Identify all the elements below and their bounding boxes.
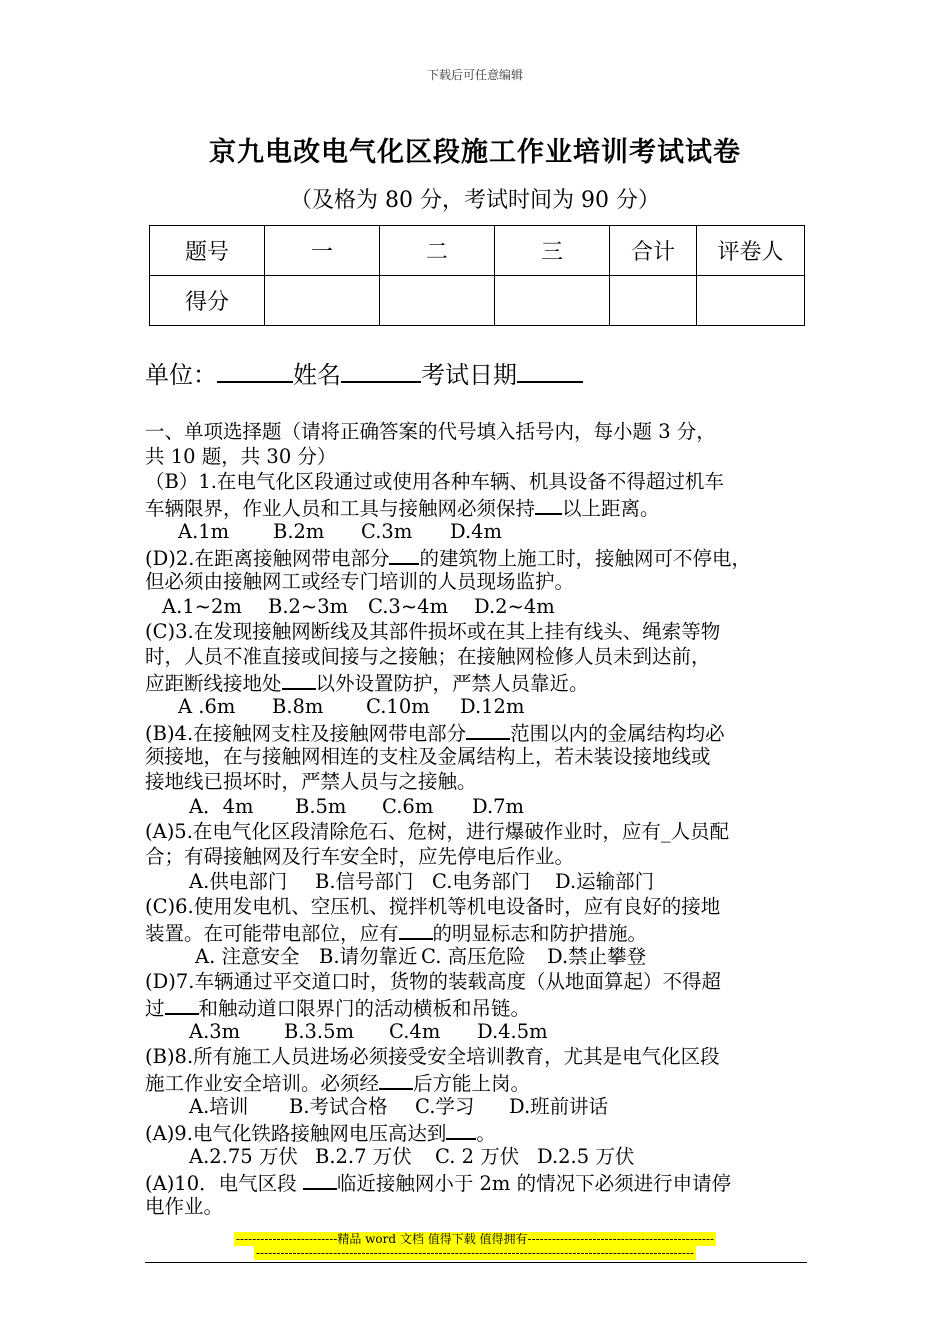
option: A.3m bbox=[189, 1020, 241, 1043]
question-text: 合；有碍接触网及行车安全时，应先停电后作业。 bbox=[145, 845, 575, 868]
option: A.1~2m bbox=[162, 595, 242, 618]
question-options bbox=[145, 944, 825, 969]
question-text: (C)3.在发现接触网断线及其部件损坏或在其上挂有线头、绳索等物 bbox=[145, 620, 721, 643]
question-options bbox=[145, 519, 825, 544]
question-text: (A)10．电气区段 临近接触网小于 2m 的情况下必须进行申请停 bbox=[145, 1169, 825, 1194]
answer-blank bbox=[389, 544, 419, 565]
question-text: 接地线已损坏时，严禁人员与之接触。 bbox=[145, 770, 477, 793]
exam-subtitle: （及格为 80 分，考试时间为 90 分） bbox=[290, 188, 660, 213]
option: C.10m bbox=[366, 695, 430, 718]
question-text: 车辆限界，作业人员和工具与接触网必须保持 以上距离。 bbox=[145, 494, 825, 519]
option: B.3.5m bbox=[284, 1020, 355, 1043]
score-cell: 得分 bbox=[150, 276, 265, 326]
option: B.信号部门 bbox=[315, 870, 414, 893]
option: A．4m bbox=[189, 795, 254, 818]
page-header-note: 下载后可任意编辑 bbox=[426, 68, 523, 82]
score-cell: 三 bbox=[495, 226, 610, 276]
option: D.4.5m bbox=[477, 1020, 548, 1043]
score-cell: 题号 bbox=[150, 226, 265, 276]
candidate-info bbox=[145, 355, 583, 390]
footer-banner-text: -------------------------精品 word 文档 值得下载 值得拥有---------------------------------------------- bbox=[235, 1232, 715, 1246]
question-text: 应距断线接地处 以外设置防护，严禁人员靠近。 bbox=[145, 669, 825, 694]
answer-blank bbox=[535, 494, 562, 515]
score-input-cell[interactable] bbox=[380, 276, 495, 326]
score-cell: 一 bbox=[265, 226, 380, 276]
option: C.3m bbox=[361, 520, 413, 543]
option: B.2~3m bbox=[268, 595, 349, 618]
unit-field[interactable] bbox=[217, 355, 293, 383]
score-table-score-row bbox=[150, 276, 805, 326]
option: C. 2 万伏 bbox=[435, 1145, 520, 1168]
question-section bbox=[145, 419, 825, 1219]
option: A .6m bbox=[178, 695, 236, 718]
option: D.12m bbox=[460, 695, 525, 718]
option: C.电务部门 bbox=[432, 870, 531, 893]
answer-blank bbox=[446, 1119, 476, 1140]
option: D.禁止攀登 bbox=[547, 945, 647, 968]
option: B.2m bbox=[273, 520, 325, 543]
footer-banner bbox=[0, 1246, 950, 1260]
score-cell: 评卷人 bbox=[697, 226, 805, 276]
question-text: 装置。在可能带电部位，应有 的明显标志和防护措施。 bbox=[145, 919, 825, 944]
option: D.7m bbox=[472, 795, 525, 818]
question-text: (B)8.所有施工人员进场必须接受安全培训教育，尤其是电气化区段 bbox=[145, 1045, 720, 1068]
name-field[interactable] bbox=[341, 355, 421, 383]
score-cell: 二 bbox=[380, 226, 495, 276]
score-cell: 合计 bbox=[610, 226, 697, 276]
question-text: (B)4.在接触网支柱及接触网带电部分 范围以内的金属结构均必 bbox=[145, 719, 825, 744]
answer-blank bbox=[466, 719, 510, 740]
footer-divider bbox=[145, 1262, 807, 1263]
name-label: 姓名 bbox=[293, 361, 341, 389]
question-options bbox=[145, 794, 825, 819]
option: D.运输部门 bbox=[555, 870, 655, 893]
option: C.6m bbox=[382, 795, 434, 818]
unit-label: 单位： bbox=[145, 361, 217, 389]
question-options bbox=[145, 694, 825, 719]
score-table bbox=[149, 225, 805, 326]
option: D.2.5 万伏 bbox=[537, 1145, 635, 1168]
option: D.班前讲话 bbox=[509, 1095, 609, 1118]
question-text: (D)2.在距离接触网带电部分 的建筑物上施工时，接触网可不停电， bbox=[145, 544, 825, 569]
question-options bbox=[145, 594, 825, 619]
option: A.1m bbox=[178, 520, 230, 543]
question-text: （B）1.在电气化区段通过或使用各种车辆、机具设备不得超过机车 bbox=[145, 470, 724, 493]
answer-blank bbox=[282, 669, 316, 690]
option: A. 注意安全 bbox=[195, 945, 300, 968]
option: B.8m bbox=[272, 695, 324, 718]
option: C. 高压危险 bbox=[421, 945, 526, 968]
question-text: (A)9.电气化铁路接触网电压高达到 。 bbox=[145, 1119, 825, 1144]
score-input-cell[interactable] bbox=[697, 276, 805, 326]
option: A.2.75 万伏 bbox=[189, 1145, 298, 1168]
answer-blank bbox=[399, 919, 433, 940]
option: A.供电部门 bbox=[189, 870, 288, 893]
score-input-cell[interactable] bbox=[610, 276, 697, 326]
question-options bbox=[145, 1094, 825, 1119]
option: D.4m bbox=[450, 520, 503, 543]
score-input-cell[interactable] bbox=[265, 276, 380, 326]
option: A.培训 bbox=[189, 1095, 249, 1118]
option: B.请勿靠近 bbox=[319, 945, 418, 968]
answer-blank bbox=[303, 1169, 337, 1190]
question-text: (A)5.在电气化区段清除危石、危树，进行爆破作业时，应有_人员配 bbox=[145, 820, 730, 843]
question-text: 须接地，在与接触网相连的支柱及金属结构上，若未装设接地线或 bbox=[145, 745, 711, 768]
question-options bbox=[145, 869, 825, 894]
option: C.学习 bbox=[415, 1095, 475, 1118]
date-field[interactable] bbox=[517, 355, 583, 383]
question-text: 电作业。 bbox=[145, 1195, 224, 1218]
question-text: (C)6.使用发电机、空压机、搅拌机等机电设备时，应有良好的接地 bbox=[145, 895, 721, 918]
option: B.考试合格 bbox=[289, 1095, 388, 1118]
option: C.3~4m bbox=[368, 595, 449, 618]
question-options bbox=[145, 1144, 825, 1169]
score-table-header-row bbox=[150, 226, 805, 276]
section-heading: 一、单项选择题（请将正确答案的代号填入括号内，每小题 3 分， bbox=[145, 420, 716, 443]
question-text: 施工作业安全培训。必须经 后方能上岗。 bbox=[145, 1069, 825, 1094]
footer-banner bbox=[0, 1230, 950, 1247]
footer-banner-text: ------------------------------------------------------------------------------------------------------------ bbox=[256, 1246, 694, 1260]
question-options bbox=[145, 1019, 825, 1044]
question-text: 过 和触动道口限界门的活动横板和吊链。 bbox=[145, 994, 825, 1019]
question-text: 时，人员不准直接或间接与之接触；在接触网检修人员未到达前， bbox=[145, 645, 711, 668]
option: D.2~4m bbox=[474, 595, 555, 618]
question-text: 但必须由接触网工或经专门培训的人员现场监护。 bbox=[145, 570, 575, 593]
option: C.4m bbox=[389, 1020, 441, 1043]
date-label: 考试日期 bbox=[421, 361, 517, 389]
answer-blank bbox=[379, 1069, 413, 1090]
option: B.5m bbox=[295, 795, 347, 818]
exam-title: 京九电改电气化区段施工作业培训考试试卷 bbox=[209, 137, 741, 168]
section-heading: 共 10 题，共 30 分） bbox=[145, 445, 337, 468]
score-input-cell[interactable] bbox=[495, 276, 610, 326]
question-text: (D)7.车辆通过平交道口时，货物的装载高度（从地面算起）不得超 bbox=[145, 970, 721, 993]
option: B.2.7 万伏 bbox=[315, 1145, 412, 1168]
answer-blank bbox=[165, 994, 199, 1015]
